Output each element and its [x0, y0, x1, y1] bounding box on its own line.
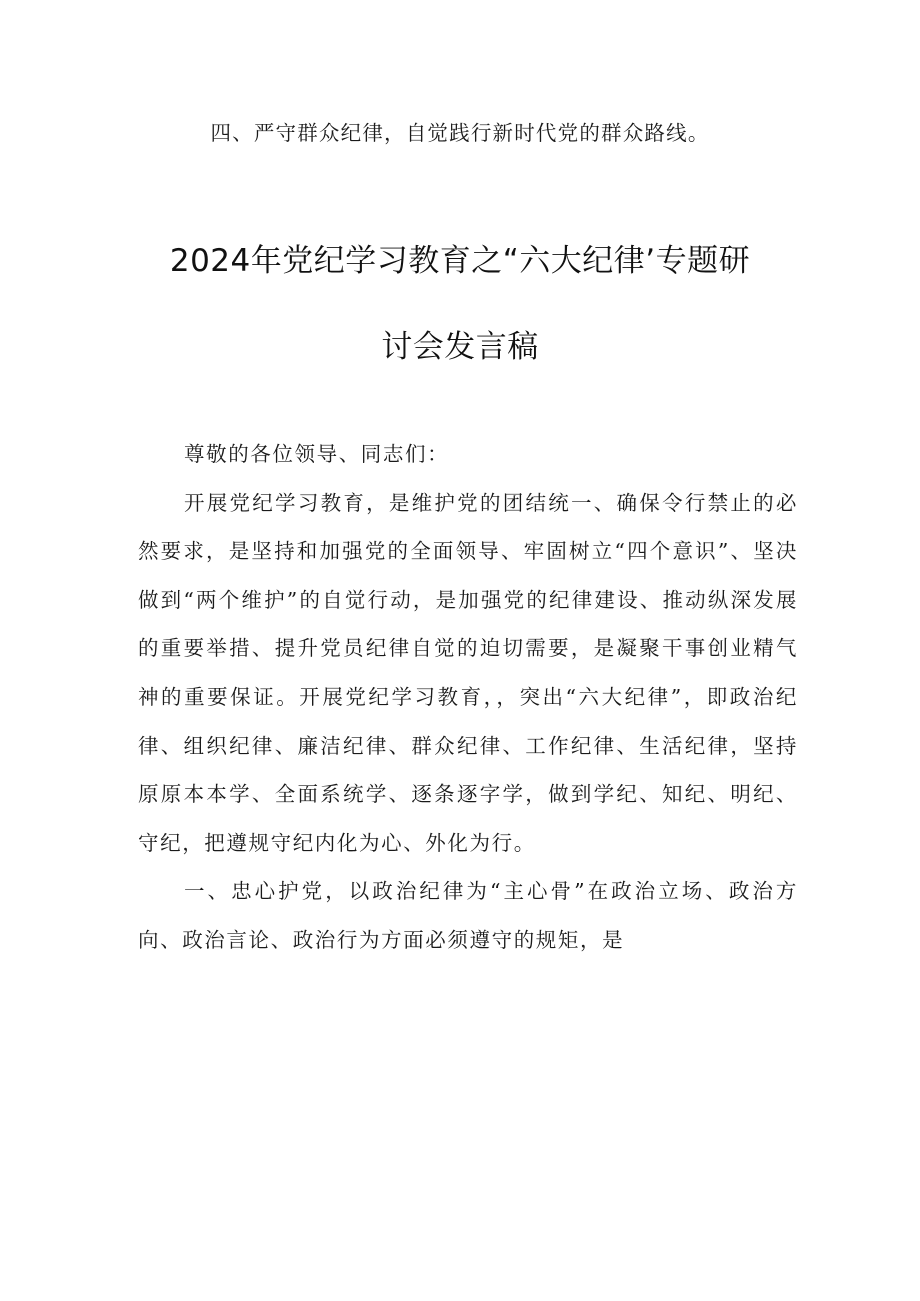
paragraph-intro: 开展党纪学习教育，是维护党的团结统一、确保令行禁止的必然要求，是坚持和加强党的全面领导、牢固树立“四个意识”、坚决做到“两个维护”的自觉行动，是加强党的纪律建设、推动纵深发展的重要举措、提升党员纪律自觉的迫切需要，是凝聚干事创业精气神的重要保证。开展党纪学习教育，，突出“六大纪律”，即政治纪律、组织纪律、廉洁纪律、群众纪律、工作纪律、生活纪律，坚持原原本本学、全面系统学、逐条逐字学，做到学纪、知纪、明纪、守纪，把遵规守纪内化为心、外化为行。 — [138, 490, 798, 855]
document-title-line-2: 讨会发言稿 — [381, 329, 539, 365]
document-title-line-1: 2024年党纪学习教育之“六大纪律’专题研 — [169, 243, 751, 279]
paragraph-political-discipline: 一、忠心护党，以政治纪律为“主心骨”在政治立场、政治方向、政治言论、政治行为方面必须遵守的规矩，是 — [138, 879, 798, 952]
document-body — [138, 430, 798, 965]
section-heading-four: 四、严守群众纪律，自觉践行新时代党的群众路线。 — [210, 121, 710, 145]
salutation: 尊敬的各位领导、同志们： — [184, 442, 450, 466]
